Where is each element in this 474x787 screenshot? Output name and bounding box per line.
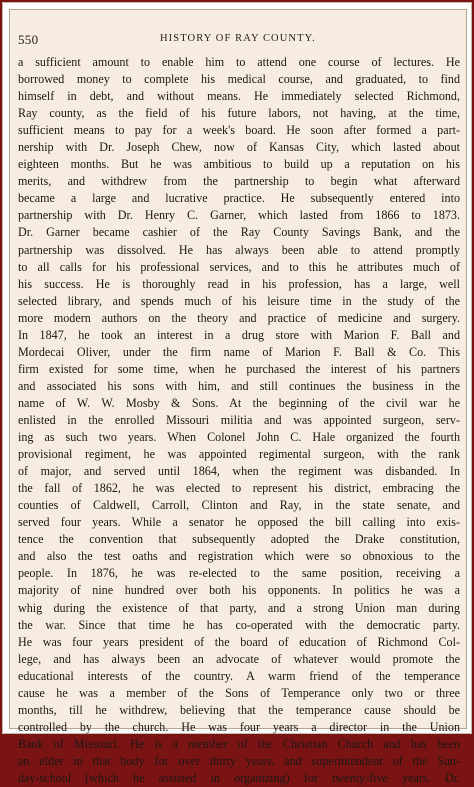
text-line: more modern authors on the theory and practice of medicine and surgery.	[18, 310, 460, 325]
text-line: eighteen months. But he was ambitious to build up a reputation on his	[18, 157, 460, 172]
text-line: people. In 1876, he was re-elected to the same position, receiving a	[18, 566, 460, 581]
text-line: became a large and lucrative practice. He subsequently entered into	[18, 191, 460, 206]
page-header	[10, 32, 466, 46]
text-line: enlisted in the enrolled Missouri militia and was appointed surgeon, serv-	[18, 412, 460, 427]
text-line: educational interests of the country. A warm friend of the temperance	[18, 668, 460, 683]
page-frame	[2, 2, 472, 785]
text-line: majority of nine hundred over both his opponents. In politics he was a	[18, 583, 460, 598]
text-line: cause he was a member of the Sons of Temperance only two or three	[18, 685, 460, 700]
text-line: to all calls for his professional services, and to this he attributes much of	[18, 259, 460, 274]
text-line: his success. He is thoroughly read in his profession, has a large, well	[18, 276, 460, 291]
text-line: lege, and has always been an advocate of whatever would promote the	[18, 651, 460, 666]
text-line: an elder in that body for over thirty years, and superintendent of the Sun-	[18, 753, 460, 768]
book-page	[9, 9, 467, 785]
text-line: selected library, and spends much of his leisure time in the study of the	[18, 293, 460, 308]
text-line: partnership was dissolved. He has always been able to attend promptly	[18, 242, 460, 257]
text-line: merits, and withdrew from the partnership to begin what afterward	[18, 174, 460, 189]
body-text	[18, 54, 460, 787]
running-title: HISTORY OF RAY COUNTY.	[160, 33, 316, 44]
text-line: served four years. While a senator he opposed the bill calling into exis-	[18, 515, 460, 530]
text-line: In 1847, he took an interest in a drug store with Marion F. Ball and	[18, 327, 460, 342]
page-number: 550	[18, 32, 39, 47]
text-line: Dr. Garner became cashier of the Ray County Savings Bank, and the	[18, 225, 460, 240]
text-line: whig during the existence of that party, and a strong Union man during	[18, 600, 460, 615]
text-line: the war. Since that time he has co-operated with the democratic party.	[18, 617, 460, 632]
text-line: firm existed for some time, when he purchased the interest of his partners	[18, 361, 460, 376]
text-line: a sufficient amount to enable him to attend one course of lectures. He	[18, 55, 460, 69]
text-line: partnership with Dr. Henry C. Garner, which lasted from 1866 to 1873.	[18, 208, 460, 223]
text-line: counties of Caldwell, Carroll, Clinton and Ray, in the state senate, and	[18, 498, 460, 513]
text-line: sufficient means to pay for a week's board. He soon after formed a part-	[18, 123, 460, 138]
text-line: and associated his sons with him, and still continues the business in the	[18, 378, 460, 393]
text-line: of major, and served until 1864, when the regiment was disbanded. In	[18, 464, 460, 479]
text-line: He was four years president of the board of education of Richmond Col-	[18, 634, 460, 649]
text-line: the fall of 1862, he was elected to represent his district, embracing the	[18, 481, 460, 496]
text-line: and also the test oaths and registration which were so obnoxious to the	[18, 549, 460, 564]
text-line: ing as such two years. When Colonel John C. Hale organized the fourth	[18, 430, 460, 445]
text-line: provisional regiment, he was appointed regimental surgeon, with the rank	[18, 447, 460, 462]
text-line: name of W. W. Mosby & Sons. At the beginning of the civil war he	[18, 395, 460, 410]
text-line: tence the convention that subsequently adopted the Drake constitution,	[18, 532, 460, 547]
text-line: nership with Dr. Joseph Chew, now of Kansas City, which lasted about	[18, 140, 460, 155]
text-line: Mordecai Oliver, under the firm name of Marion F. Ball & Co. This	[18, 344, 460, 359]
text-line: controlled by the church. He was four years a director in the Union	[18, 719, 460, 734]
text-line: himself in debt, and without means. He immediately selected Richmond,	[18, 89, 460, 104]
text-line: Bank of Missouri. He is a member of the Christian Church and has been	[18, 736, 460, 751]
text-line: borrowed money to complete his medical course, and graduated, to find	[18, 72, 460, 87]
text-line: Ray county, as the field of his future labors, not having, at the time,	[18, 106, 460, 121]
text-line: day-school (which he assisted in organizing) for twenty-five years. Dr.	[18, 770, 460, 785]
text-line: months, till he withdrew, believing that the temperance cause should be	[18, 702, 460, 717]
